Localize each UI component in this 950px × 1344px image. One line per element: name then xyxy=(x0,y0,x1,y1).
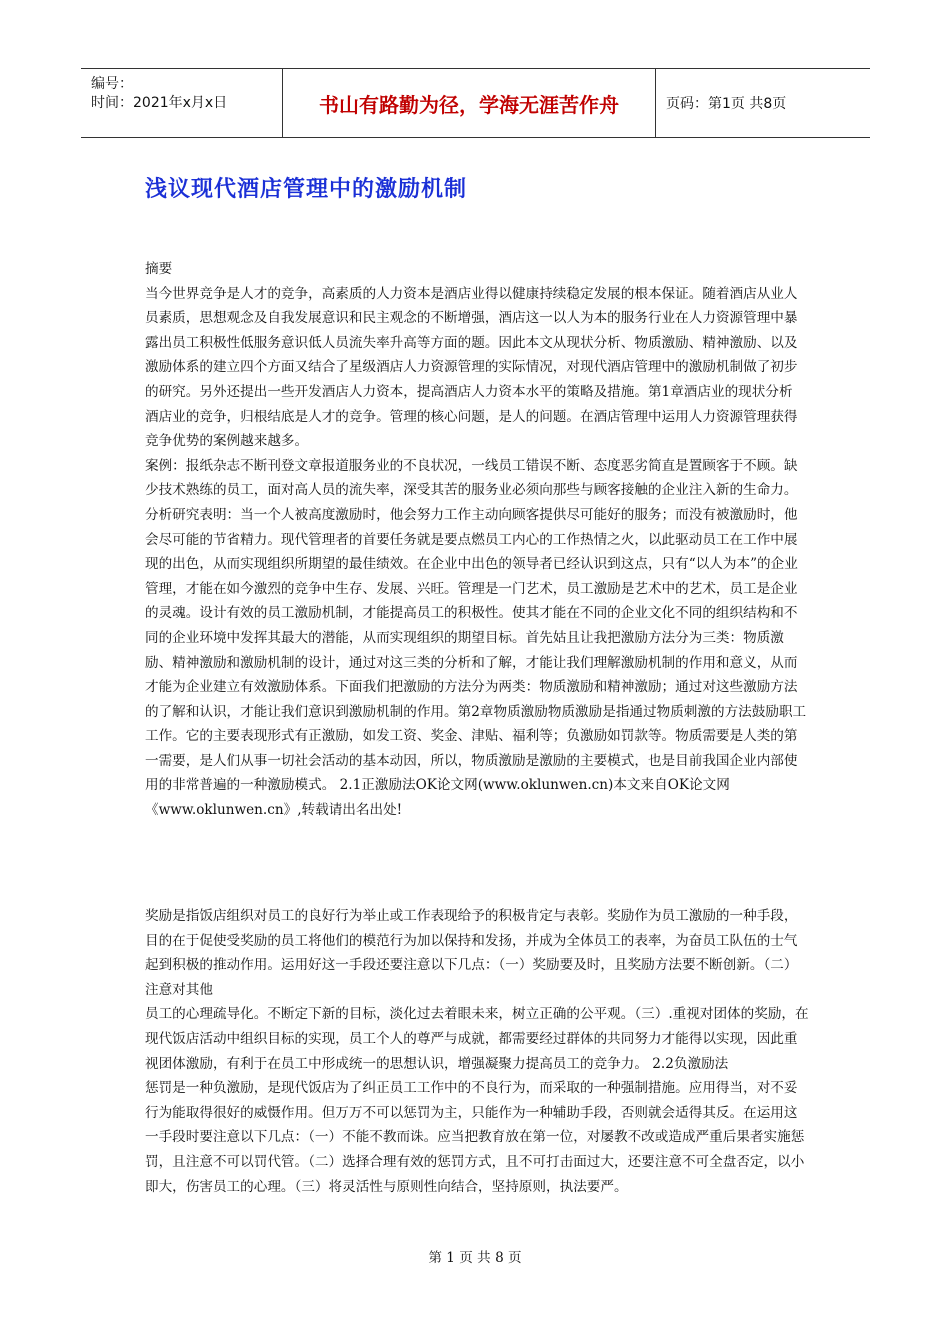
paragraph: 案例：报纸杂志不断刊登文章报道服务业的不良状况，一线员工错误不断、态度恶劣简直是置顾客于不顾。缺少技术熟练的员工，面对高人员的流失率，深受其苦的服务业必须向那些与顾客接触的企业注入新的生命力。分析研究表明：当一个人被高度激励时，他会努力工作主动向顾客提供尽可能好的服务；而没有被激励时，他会尽可能的节省精力。现代管理者的首要任务就是要点燃员工内心的工作热情之火，以此驱动员工在工作中展现的出色，从而实现组织所期望的最佳绩效。在企业中出色的领导者已经认识到这点，只有“以人为本”的企业管理，才能在如今激烈的竞争中生存、发展、兴旺。管理是一门艺术，员工激励是艺术中的艺术，员工是企业的灵魂。设计有效的员工激励机制，才能提高员工的积极性。使其才能在不同的企业文化不同的组织结构和不同的企业环境中发挥其最大的潜能，从而实现组织的期望目标。首先姑且让我把激励方法分为三类：物质激励、精神激励和激励机制的设计，通过对这三类的分析和了解，才能让我们理解激励机制的作用和意义，从而才能为企业建立有效激励体系。下面我们把激励的方法分为两类：物质激励和精神激励；通过对这些激励方法的了解和认识，才能让我们意识到激励机制的作用。第2章物质激励物质激励是指通过物质刺激的方法鼓励职工工作。它的主要表现形式有正激励，如发工资、奖金、津贴、福利等；负激励如罚款等。物质需要是人类的第一需要，是人们从事一切社会活动的基本动因，所以，物质激励是激励的主要模式，也是目前我国企业内部使用的非常普遍的一种激励模式。 2.1正激励法OK论文网(www.oklunwen.cn)本文来自OK论文网《www.oklunwen.cn》,转载请出名出处! xyxy=(145,457,807,819)
paragraph: 当今世界竞争是人才的竞争，高素质的人力资本是酒店业得以健康持续稳定发展的根本保证。随着酒店从业人员素质，思想观念及自我发展意识和民主观念的不断增强，酒店这一以人为本的服务行业在人力资源管理中暴露出员工积极性低服务意识低人员流失率升高等方面的题。因此本文从现状分析、物质激励、精神激励、以及激励体系的建立四个方面又结合了星级酒店人力资源管理的实际情况，对现代酒店管理中的激励机制做了初步的研究。另外还提出一些开发酒店人力资本，提高酒店人力资本水平的策略及措施。第1章酒店业的现状分析 xyxy=(145,285,798,400)
paragraph: 酒店业的竞争，归根结底是人才的竞争。管理的核心问题，是人的问题。在酒店管理中运用人力资源管理获得竞争优势的案例越来越多。 xyxy=(145,408,798,450)
header-page-number: 页码：第1页 共8页 xyxy=(666,96,787,112)
abstract-heading: 摘要 xyxy=(145,261,173,277)
header-motto: 书山有路勤为径，学海无涯苦作舟 xyxy=(283,69,656,137)
page-footer: 第 1 页 共 8 页 xyxy=(428,1250,522,1266)
page-header xyxy=(81,68,870,138)
document-title: 浅议现代酒店管理中的激励机制 xyxy=(145,177,468,202)
body-section-1 xyxy=(145,257,810,823)
paragraph: 员工的心理疏导化。不断定下新的目标，淡化过去着眼未来，树立正确的公平观。（三）.重视对团体的奖励，在现代饭店活动中组织目标的实现，员工个人的尊严与成就，都需要经过群体的共同努力才能得以实现，因此重视团体激励，有利于在员工中形成统一的思想认识，增强凝聚力提高员工的竞争力。 2.2负激励法 xyxy=(145,1006,809,1072)
body-section-2 xyxy=(145,904,810,1199)
paragraph: 惩罚是一种负激励，是现代饭店为了纠正员工工作中的不良行为，而采取的一种强制措施。应用得当，对不妥行为能取得很好的威慑作用。但万万不可以惩罚为主，只能作为一种辅助手段，否则就会适得其反。在运用这一手段时要注意以下几点：（一）不能不教而诛。应当把教育放在第一位，对屡教不改或造成严重后果者实施惩罚，且注意不可以罚代管。（二）选择合理有效的惩罚方式，且不可打击面过大，还要注意不可全盘否定，以小即大，伤害员工的心理。（三）将灵活性与原则性向结合，坚持原则，执法要严。 xyxy=(145,1080,805,1195)
document-number: 编号： xyxy=(91,76,133,92)
header-meta xyxy=(81,69,283,137)
document-date: 时间：2021年x月x日 xyxy=(91,95,228,111)
paragraph: 奖励是指饭店组织对员工的良好行为举止或工作表现给予的积极肯定与表彰。奖励作为员工激励的一种手段，目的在于促使受奖励的员工将他们的模范行为加以保持和发扬，并成为全体员工的表率，为奋员工队伍的士气起到积极的推动作用。运用好这一手段还要注意以下几点：（一）奖励要及时，且奖励方法要不断创新。（二）注意对其他 xyxy=(145,908,798,998)
